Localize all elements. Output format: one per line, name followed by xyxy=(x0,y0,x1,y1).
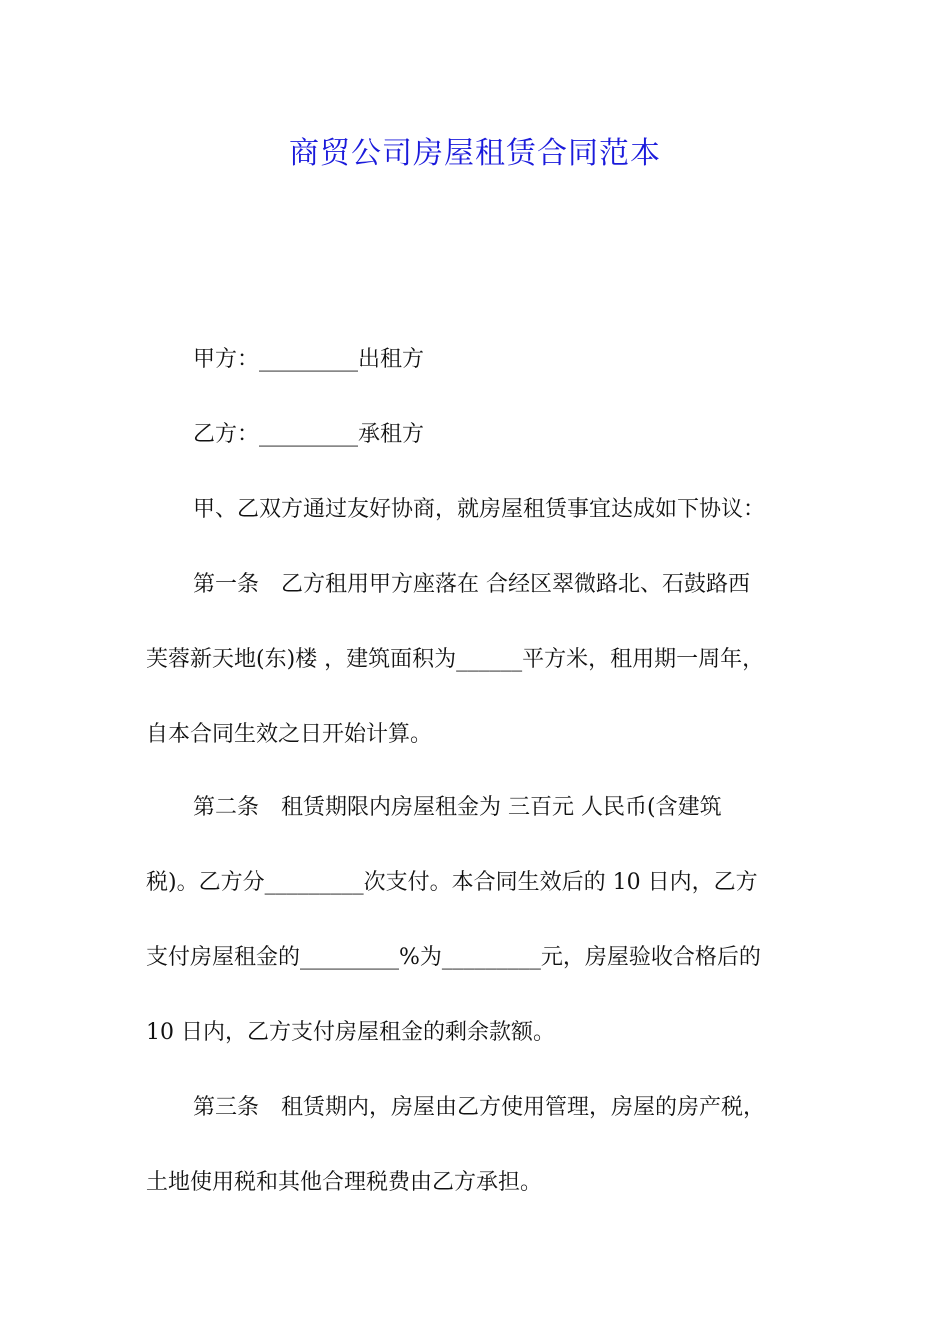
article-2-line-3: 支付房屋租金的_________%为_________元，房屋验收合格后的 xyxy=(146,945,761,970)
article-2-line-4: 10 日内，乙方支付房屋租金的剩余款额。 xyxy=(146,1020,555,1045)
document-title: 商贸公司房屋租赁合同范本 xyxy=(289,136,661,171)
article-3-line-1: 第三条 租赁期内，房屋由乙方使用管理，房屋的房产税， xyxy=(193,1095,766,1120)
article-2-line-2: 税)。乙方分_________次支付。本合同生效后的 10 日内，乙方 xyxy=(146,870,758,895)
party-a-line: 甲方：_________出租方 xyxy=(193,347,425,372)
article-1-line-3: 自本合同生效之日开始计算。 xyxy=(146,722,433,747)
agreement-intro-line: 甲、乙双方通过友好协商，就房屋租赁事宜达成如下协议： xyxy=(193,497,766,522)
article-3-line-2: 土地使用税和其他合理税费由乙方承担。 xyxy=(146,1170,543,1195)
article-1-line-2: 芙蓉新天地(东)楼 ，建筑面积为______平方米，租用期一周年， xyxy=(146,647,765,672)
article-2-line-1: 第二条 租赁期限内房屋租金为 三百元 人民币(含建筑 xyxy=(193,795,722,820)
article-1-line-1: 第一条 乙方租用甲方座落在 合经区翠微路北、石鼓路西 xyxy=(193,572,750,597)
party-b-line: 乙方：_________承租方 xyxy=(193,422,425,447)
